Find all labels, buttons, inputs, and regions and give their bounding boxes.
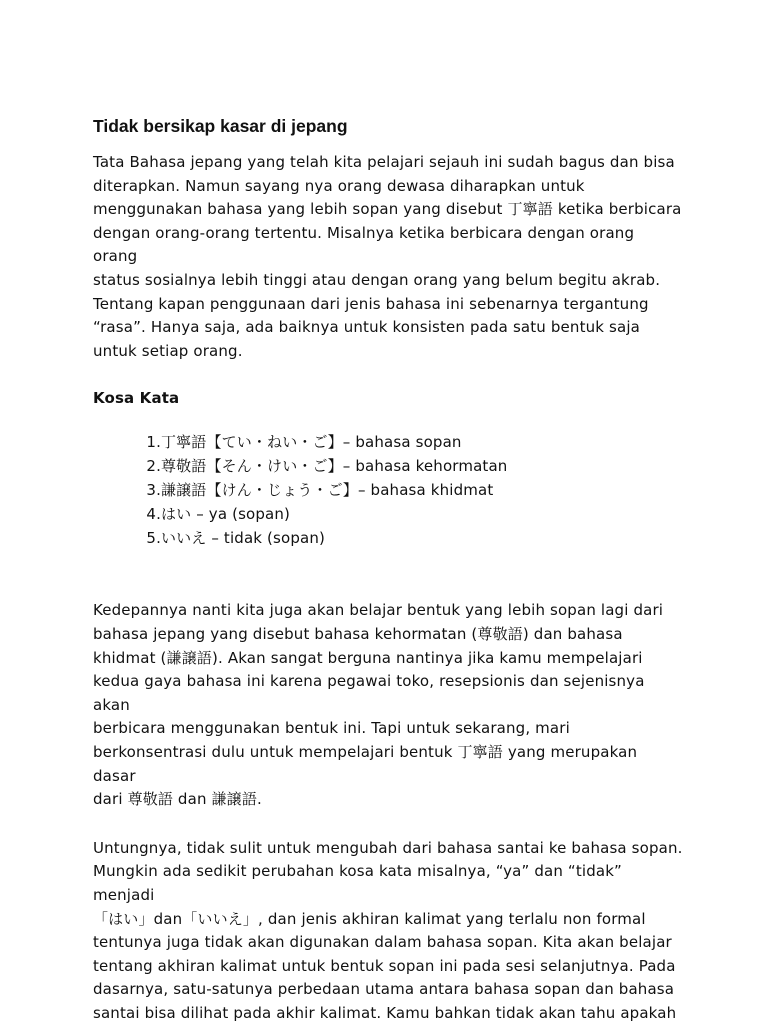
paragraph-honorifics [93,599,683,811]
paragraph-line: Mungkin ada sedikit perubahan kosa kata misalnya, “ya” dan “tidak” menjadi [93,862,622,904]
paragraph-polite-form [93,837,683,1026]
paragraph-line: menggunakan bahasa yang lebih sopan yang disebut 丁寧語 ketika berbicara [93,200,682,219]
list-number: 3. [146,480,161,499]
paragraph-line: santai bisa dilihat pada akhir kalimat. Kamu bahkan tidak akan tahu apakah [93,1003,677,1022]
paragraph-intro [93,151,683,363]
list-item [93,455,683,479]
paragraph-line: Untungnya, tidak sulit untuk mengubah dari bahasa santai ke bahasa sopan. [93,838,683,857]
paragraph-line: status sosialnya lebih tinggi atau dengan orang yang belum begitu akrab. [93,270,661,289]
list-number: 4. [146,504,161,523]
paragraph-line: Kedepannya nanti kita juga akan belajar bentuk yang lebih sopan lagi dari [93,601,664,620]
paragraph-line: tentang akhiran kalimat untuk bentuk sopan ini pada sesi selanjutnya. Pada [93,956,676,975]
list-number: 1. [146,432,161,451]
paragraph-line: tentunya juga tidak akan digunakan dalam bahasa sopan. Kita akan belajar [93,933,672,952]
list-item [93,479,683,503]
paragraph-line: diterapkan. Namun sayang nya orang dewasa diharapkan untuk [93,176,585,195]
list-number: 5. [146,528,161,547]
paragraph-line: dari 尊敬語 dan 謙譲語. [93,790,262,809]
paragraph-line: 「はい」dan「いいえ」, dan jenis akhiran kalimat yang terlalu non formal [93,909,646,928]
list-number: 2. [146,456,161,475]
document-title: Tidak bersikap kasar di jepang [93,116,348,136]
paragraph-line: “rasa”. Hanya saja, ada baiknya untuk konsisten pada satu bentuk saja [93,318,640,337]
list-text: 丁寧語【てい・ねい・ご】– bahasa sopan [161,432,462,451]
paragraph-line: khidmat (謙譲語). Akan sangat berguna nantinya jika kamu mempelajari [93,648,643,667]
paragraph-line: Tentang kapan penggunaan dari jenis bahasa ini sebenarnya tergantung [93,294,649,313]
paragraph-line: untuk setiap orang. [93,341,243,360]
paragraph-line: berkonsentrasi dulu untuk mempelajari bentuk 丁寧語 yang merupakan dasar [93,743,638,785]
list-item [93,527,683,551]
paragraph-line: berbicara menggunakan bentuk ini. Tapi untuk sekarang, mari [93,719,570,738]
paragraph-line: bahasa jepang yang disebut bahasa kehormatan (尊敬語) dan bahasa [93,625,623,644]
paragraph-line: kedua gaya bahasa ini karena pegawai toko, resepsionis dan sejenisnya akan [93,672,645,714]
list-text: はい – ya (sopan) [161,504,291,523]
vocab-heading: Kosa Kata [93,389,180,408]
list-text: 尊敬語【そん・けい・ご】– bahasa kehormatan [161,456,508,475]
paragraph-line: dasarnya, satu-satunya perbedaan utama antara bahasa sopan dan bahasa [93,980,675,999]
paragraph-line: Tata Bahasa jepang yang telah kita pelajari sejauh ini sudah bagus dan bisa [93,153,675,171]
list-item [93,431,683,455]
list-item [93,503,683,527]
document-page [93,113,683,1026]
vocab-list [93,431,683,551]
list-text: 謙譲語【けん・じょう・ご】– bahasa khidmat [161,480,494,499]
paragraph-line: dengan orang-orang tertentu. Misalnya ketika berbicara dengan orang orang [93,223,635,266]
list-text: いいえ – tidak (sopan) [161,528,326,547]
